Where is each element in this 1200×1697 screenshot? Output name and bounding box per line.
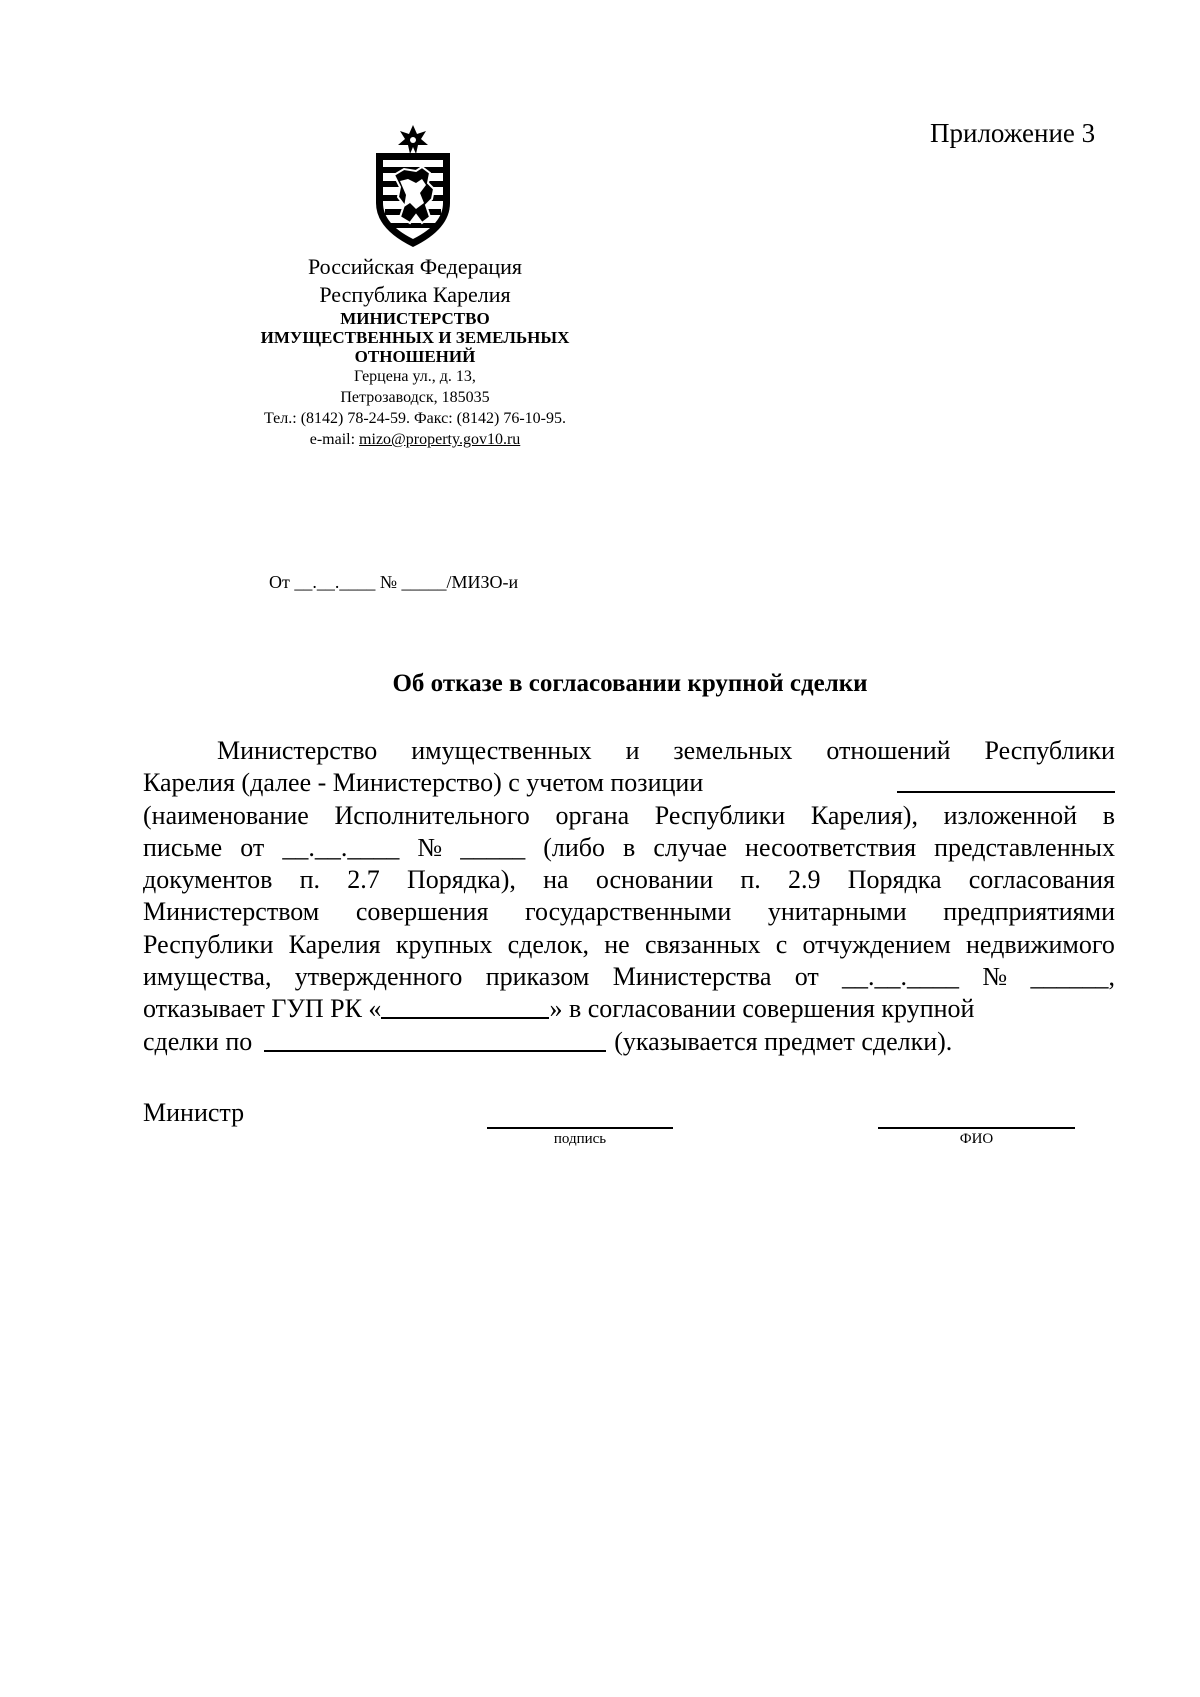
word: в xyxy=(1102,800,1115,830)
word: представленных xyxy=(934,832,1115,862)
word: 2.7 xyxy=(347,865,380,895)
word: Республики xyxy=(984,736,1115,765)
word: (либо xyxy=(543,832,605,862)
letterhead-republic: Республика Карелия xyxy=(319,282,511,307)
letterhead-ministry-line1: МИНИСТЕРСТВО xyxy=(340,309,490,328)
word: от xyxy=(794,962,819,992)
word: в xyxy=(623,832,636,862)
word: совершения xyxy=(355,897,489,927)
body-line xyxy=(143,993,1115,1025)
word: не xyxy=(604,929,630,959)
word: Карелия xyxy=(288,929,381,959)
body-line-text-part: » в согласовании совершения крупной xyxy=(549,994,975,1024)
word: крупных xyxy=(395,929,493,959)
body-text xyxy=(143,735,1115,1058)
word: Министерством xyxy=(143,897,320,927)
body-line xyxy=(143,896,1115,928)
word: утвержденного xyxy=(294,962,463,992)
body-line-text-part: (указывается предмет сделки). xyxy=(614,1026,953,1056)
letterhead-address-line2: Петрозаводск, 185035 xyxy=(340,389,490,406)
deal-subject-blank xyxy=(264,1026,606,1052)
email-link[interactable]: mizo@property.gov10.ru xyxy=(359,431,521,448)
word: и xyxy=(625,736,640,765)
enterprise-name-blank xyxy=(381,993,549,1019)
word: унитарными xyxy=(767,897,907,927)
word: основании xyxy=(595,865,714,895)
word: на xyxy=(543,865,569,895)
word: согласования xyxy=(968,865,1115,895)
word: органа xyxy=(555,800,630,830)
word: связанных xyxy=(644,929,761,959)
word: приказом xyxy=(485,962,590,992)
letterhead-email-row xyxy=(222,429,608,450)
signature-caption: подпись xyxy=(553,1131,607,1147)
word: (наименование xyxy=(143,800,309,830)
letterhead-address-line1: Герцена ул., д. 13, xyxy=(354,368,476,385)
name-line xyxy=(878,1127,1075,1129)
word: Порядка xyxy=(847,865,942,895)
signer-role: Министр xyxy=(143,1098,245,1127)
word: Порядка), xyxy=(406,865,516,895)
word: Республики xyxy=(143,929,274,959)
body-line-text: Карелия (далее - Министерство) с учетом позиции xyxy=(143,768,704,798)
body-line xyxy=(143,961,1115,993)
word: ______, xyxy=(1030,962,1115,992)
body-line-text xyxy=(143,993,974,1025)
word: от xyxy=(240,832,265,862)
letterhead-ministry-line2: ИМУЩЕСТВЕННЫХ И ЗЕМЕЛЬНЫХ xyxy=(260,328,570,347)
word: отношений xyxy=(826,736,951,765)
word: п. xyxy=(740,865,761,895)
word: _____ xyxy=(460,832,526,862)
signature-line xyxy=(487,1127,673,1129)
letterhead-phone-fax: Тел.: (8142) 78-24-59. Факс: (8142) 76-10-95. xyxy=(264,410,566,427)
word: __.__.____ xyxy=(842,962,960,992)
word: имущественных xyxy=(411,736,592,765)
body-line xyxy=(143,767,1115,799)
word: письме xyxy=(143,832,223,862)
word: случае xyxy=(653,832,728,862)
body-line xyxy=(143,735,1115,767)
word: Исполнительного xyxy=(334,800,530,830)
email-label: e-mail: xyxy=(309,431,360,448)
body-line xyxy=(143,832,1115,864)
word: Карелия), xyxy=(810,800,918,830)
word: предприятиями xyxy=(943,897,1115,927)
word: Министерство xyxy=(217,736,378,765)
document-title: Об отказе в согласовании крупной сделки xyxy=(392,670,868,697)
word: документов xyxy=(143,865,273,895)
body-line xyxy=(143,864,1115,896)
word: п. xyxy=(299,865,321,895)
body-line xyxy=(143,800,1115,832)
outgoing-reference: От __.__.____ № _____/МИЗО-и xyxy=(269,572,519,592)
letterhead xyxy=(222,253,608,450)
word: недвижимого xyxy=(966,929,1115,959)
letterhead-ministry-line3: ОТНОШЕНИЙ xyxy=(354,347,476,366)
word: изложенной xyxy=(943,800,1078,830)
appendix-label: Приложение 3 xyxy=(930,118,1096,148)
letterhead-country: Российская Федерация xyxy=(307,254,523,279)
word: государственными xyxy=(525,897,732,927)
word: 2.9 xyxy=(788,865,821,895)
body-line xyxy=(143,929,1115,961)
body-line-text-part: сделки по xyxy=(143,1026,253,1056)
word: несоответствия xyxy=(745,832,917,862)
word: № xyxy=(417,832,443,862)
word: имущества, xyxy=(143,962,272,992)
karelia-coat-of-arms-icon xyxy=(370,125,456,251)
authority-blank xyxy=(897,767,1115,793)
word: Республики xyxy=(654,800,786,830)
word: № xyxy=(982,962,1008,992)
word: Министерства xyxy=(612,962,772,992)
name-caption: ФИО xyxy=(959,1131,994,1147)
word: с xyxy=(775,929,788,959)
body-line xyxy=(143,1026,1115,1058)
word: сделок, xyxy=(507,929,590,959)
word: отчуждением xyxy=(802,929,951,959)
body-line-text-part: отказывает ГУП РК « xyxy=(143,994,382,1024)
word: земельных xyxy=(673,736,793,765)
word: __.__.____ xyxy=(282,832,400,862)
